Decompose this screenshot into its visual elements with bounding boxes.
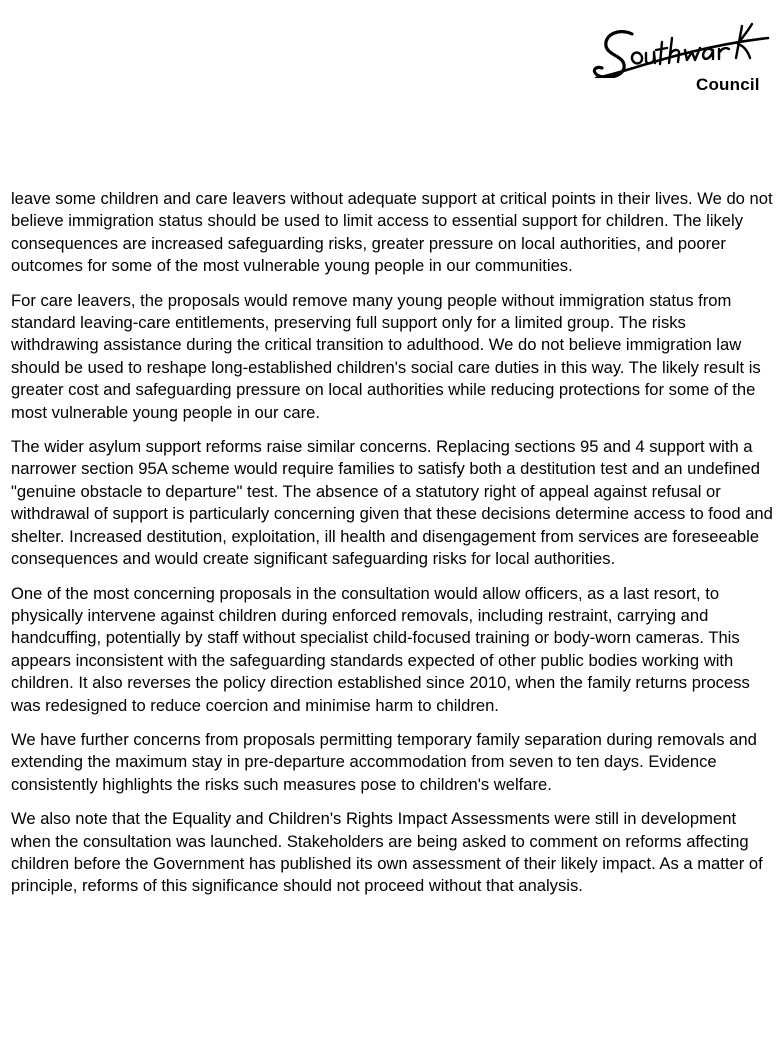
paragraph: The wider asylum support reforms raise similar concerns. Replacing sections 95 and 4 support with a narrower section 95A scheme would require families to satisfy both a destitution test and an undefined "genuine obstacle to departure" test. The absence of a statutory right of appeal against refusal or withdrawal of support is particularly concerning given that these decisions determine access to food and shelter. Increased destitution, exploitation, ill health and disengagement from services are foreseeable consequences and would create significant safeguarding risks for local authorities. <box>11 437 773 569</box>
southwark-council-logo <box>592 22 770 100</box>
paragraph: One of the most concerning proposals in the consultation would allow officers, as a last resort, to physically intervene against children during enforced removals, including restraint, carrying and handcuffing, potentially by staff without specialist child-focused training or body-worn cameras. This appears inconsistent with the safeguarding standards expected of other public bodies working with children. It also reverses the policy direction established since 2010, when the family returns process was redesigned to reduce coercion and minimise harm to children. <box>11 583 750 715</box>
paragraph: For care leavers, the proposals would remove many young people without immigration status from standard leaving-care entitlements, preserving full support only for a limited group. The risks withdrawing assistance during the critical transition to adulthood. We do not believe immigration law should be used to reshape long-established children's social care duties in this way. The likely result is greater cost and safeguarding pressure on local authorities while reducing protections for some of the most vulnerable young people in our care. <box>11 290 761 422</box>
paragraph: We have further concerns from proposals permitting temporary family separation during removals and extending the maximum stay in pre-departure accommodation from seven to ten days. Evidence consistently highlights the risks such measures pose to children's welfare. <box>11 729 757 794</box>
southwark-wordmark-graphic <box>592 22 770 78</box>
council-label: Council <box>696 75 760 94</box>
paragraph: leave some children and care leavers without adequate support at critical points in their lives. We do not believe immigration status should be used to limit access to essential support for children. The likely consequences are increased safeguarding risks, greater pressure on local authorities, and poorer outcomes for some of the most vulnerable young people in our communities. <box>11 189 773 276</box>
letter-body <box>11 188 775 910</box>
paragraph: We also note that the Equality and Children's Rights Impact Assessments were still in development when the consultation was launched. Stakeholders are being asked to comment on reforms affecting children before the Government has published its own assessment of their likely impact. As a matter of principle, reforms of this significance should not proceed without that analysis. <box>11 809 763 896</box>
